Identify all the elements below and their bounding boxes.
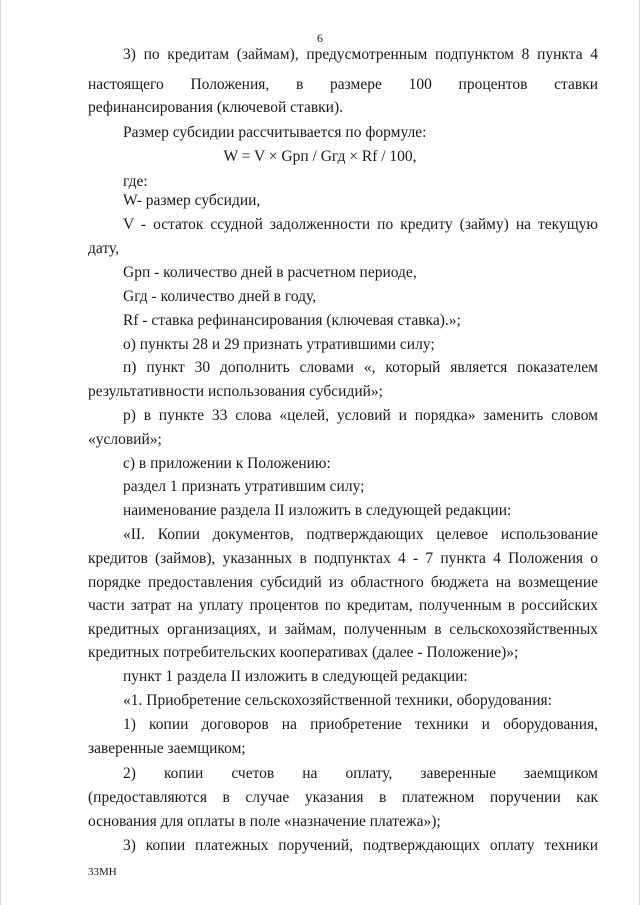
text-line: раздел 1 признать утратившим силу; (123, 478, 365, 495)
footer-code: 33МН (88, 866, 117, 878)
text-line: 2) копии счетов на оплату, заверенные заемщиком (123, 765, 598, 782)
text-line: кредитных организациях, и займам, полученным в сельскохозяйственных (88, 621, 598, 638)
page-number: 6 (317, 31, 323, 45)
text-line: где: (123, 173, 148, 190)
text-line: кредитов (займов), указанных в подпунктах 4 - 7 пункта 4 Положения о (88, 550, 598, 567)
text-line: «условий»; (88, 431, 162, 448)
text-line: рефинансирования (ключевой ставки). (88, 99, 344, 116)
text-line: о) пункты 28 и 29 признать утратившими силу; (123, 336, 435, 353)
text-line: наименование раздела II изложить в следующей редакции: (123, 502, 512, 519)
text-line: Gгд - количество дней в году, (123, 288, 317, 305)
text-line: основания для оплаты в поле «назначение платежа»); (88, 813, 441, 830)
text-line: дату, (88, 240, 120, 257)
text-line: W- размер субсидии, (123, 192, 261, 209)
text-line: Gрп - количество дней в расчетном периоде, (123, 264, 417, 281)
text-line: «1. Приобретение сельскохозяйственной техники, оборудования: (123, 692, 552, 709)
text-line: 3) копии платежных поручений, подтверждающих оплату техники (123, 837, 598, 854)
text-line: Размер субсидии рассчитывается по формуле: (123, 124, 427, 141)
text-line: части затрат на уплату процентов по кредитам, полученным в российских (88, 597, 598, 614)
text-line: 3) по кредитам (займам), предусмотренным подпунктом 8 пункта 4 (123, 46, 598, 63)
text-line: р) в пункте 33 слова «целей, условий и порядка» заменить словом (123, 407, 598, 424)
text-line: пункт 1 раздела II изложить в следующей редакции: (123, 668, 468, 685)
text-line: с) в приложении к Положению: (123, 455, 331, 472)
text-line: п) пункт 30 дополнить словами «, который является показателем (123, 359, 598, 376)
left-scan-edge (0, 0, 1, 905)
text-line: кредитных потребительских кооперативах (далее - Положение)»; (88, 644, 519, 661)
text-line: «II. Копии документов, подтверждающих целевое использование (123, 526, 598, 543)
text-line: заверенные заемщиком; (88, 740, 246, 757)
text-line: порядке предоставления субсидий из областного бюджета на возмещение (88, 574, 598, 591)
formula: W = V × Gрп / Gгд × Rf / 100, (223, 148, 417, 165)
text-line: настоящего Положения, в размере 100 процентов ставки (88, 76, 598, 93)
text-line: (предоставляются в случае указания в платежном поручении как (88, 789, 598, 806)
text-line: V - остаток ссудной задолженности по кредиту (займу) на текущую (123, 216, 598, 233)
text-line: результативности использования субсидий»; (88, 383, 383, 400)
text-line: Rf - ставка рефинансирования (ключевая ставка).»; (123, 312, 461, 329)
text-line: 1) копии договоров на приобретение техники и оборудования, (123, 716, 598, 733)
